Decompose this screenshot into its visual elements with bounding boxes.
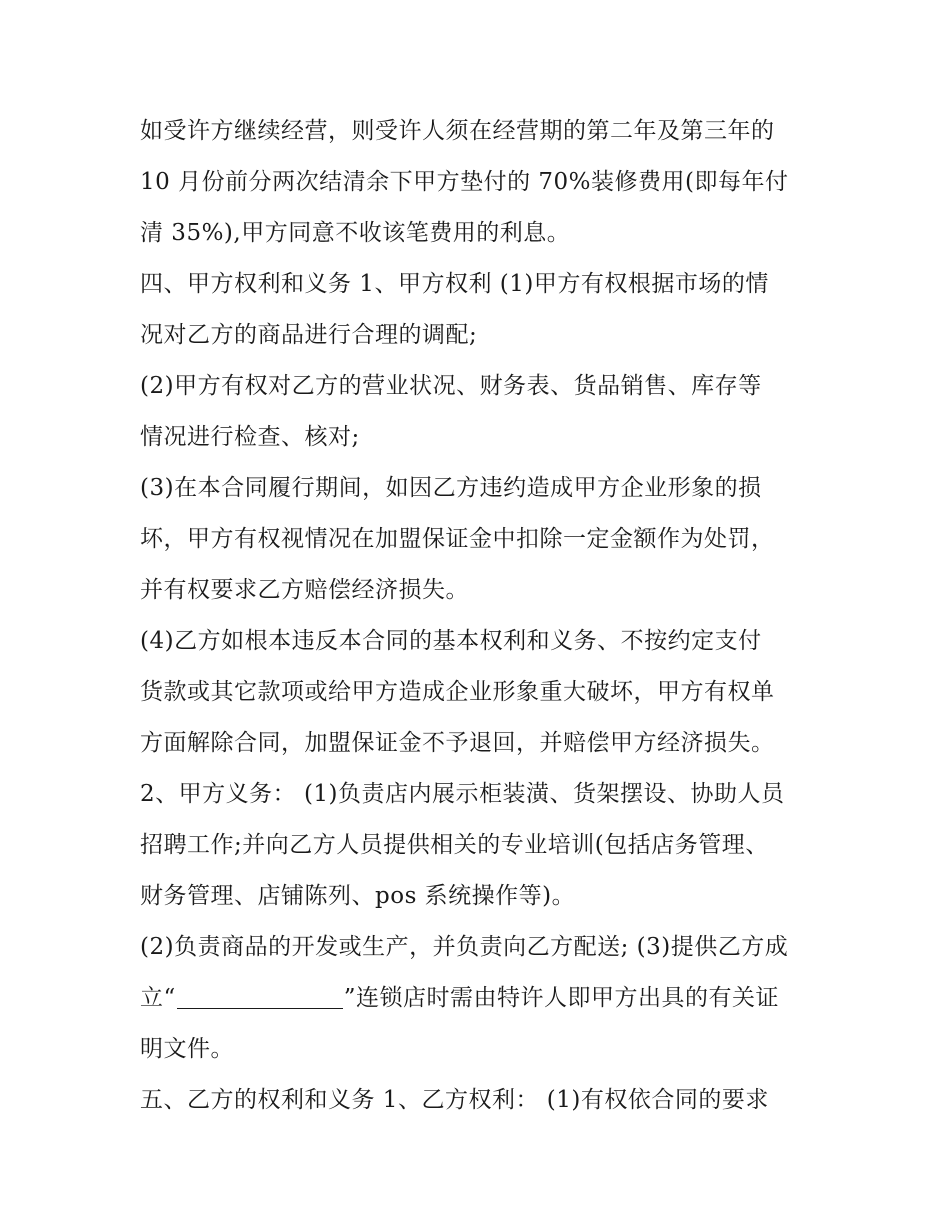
text-line: 情况进行检查、核对; — [140, 424, 360, 450]
document-body — [140, 106, 820, 1126]
text-line: (2)甲方有权对乙方的营业状况、财务表、货品销售、库存等 — [140, 373, 762, 399]
text-line: 货款或其它款项或给甲方造成企业形象重大破坏，甲方有权单 — [140, 679, 775, 705]
text-line: 2、甲方义务： (1)负责店内展示柜装潢、货架摆设、协助人员 — [140, 781, 785, 807]
text-line: 方面解除合同，加盟保证金不予退回，并赔偿甲方经济损失。 — [140, 730, 775, 756]
text-line: (4)乙方如根本违反本合同的基本权利和义务、不按约定支付 — [140, 628, 762, 654]
text-line: 财务管理、店铺陈列、pos 系统操作等)。 — [140, 883, 576, 909]
text-before-blank: 立“ — [140, 985, 176, 1011]
text-line-with-blank — [140, 973, 820, 1024]
text-line: 招聘工作;并向乙方人员提供相关的专业培训(包括店务管理、 — [140, 832, 769, 858]
text-line: 四、甲方权利和义务 1、甲方权利 (1)甲方有权根据市场的情 — [140, 271, 769, 297]
text-after-blank: ”连锁店时需由特许人即甲方出具的有关证 — [343, 985, 780, 1011]
fill-in-blank — [177, 984, 343, 1009]
text-line: 如受许方继续经营，则受许人须在经营期的第二年及第三年的 — [140, 118, 775, 144]
text-line: 五、乙方的权利和义务 1、乙方权利： (1)有权依合同的要求 — [140, 1087, 769, 1113]
text-line: 况对乙方的商品进行合理的调配; — [140, 322, 478, 348]
text-line: 10 月份前分两次结清余下甲方垫付的 70%装修费用(即每年付 — [140, 169, 789, 195]
text-line: 并有权要求乙方赔偿经济损失。 — [140, 577, 469, 603]
text-line: (3)在本合同履行期间，如因乙方违约造成甲方企业形象的损 — [140, 475, 762, 501]
text-line: 明文件。 — [140, 1036, 234, 1062]
text-line: 清 35%),甲方同意不收该笔费用的利息。 — [140, 220, 571, 246]
text-line: 坏，甲方有权视情况在加盟保证金中扣除一定金额作为处罚， — [140, 526, 775, 552]
text-line: (2)负责商品的开发或生产，并负责向乙方配送; (3)提供乙方成 — [140, 934, 789, 960]
